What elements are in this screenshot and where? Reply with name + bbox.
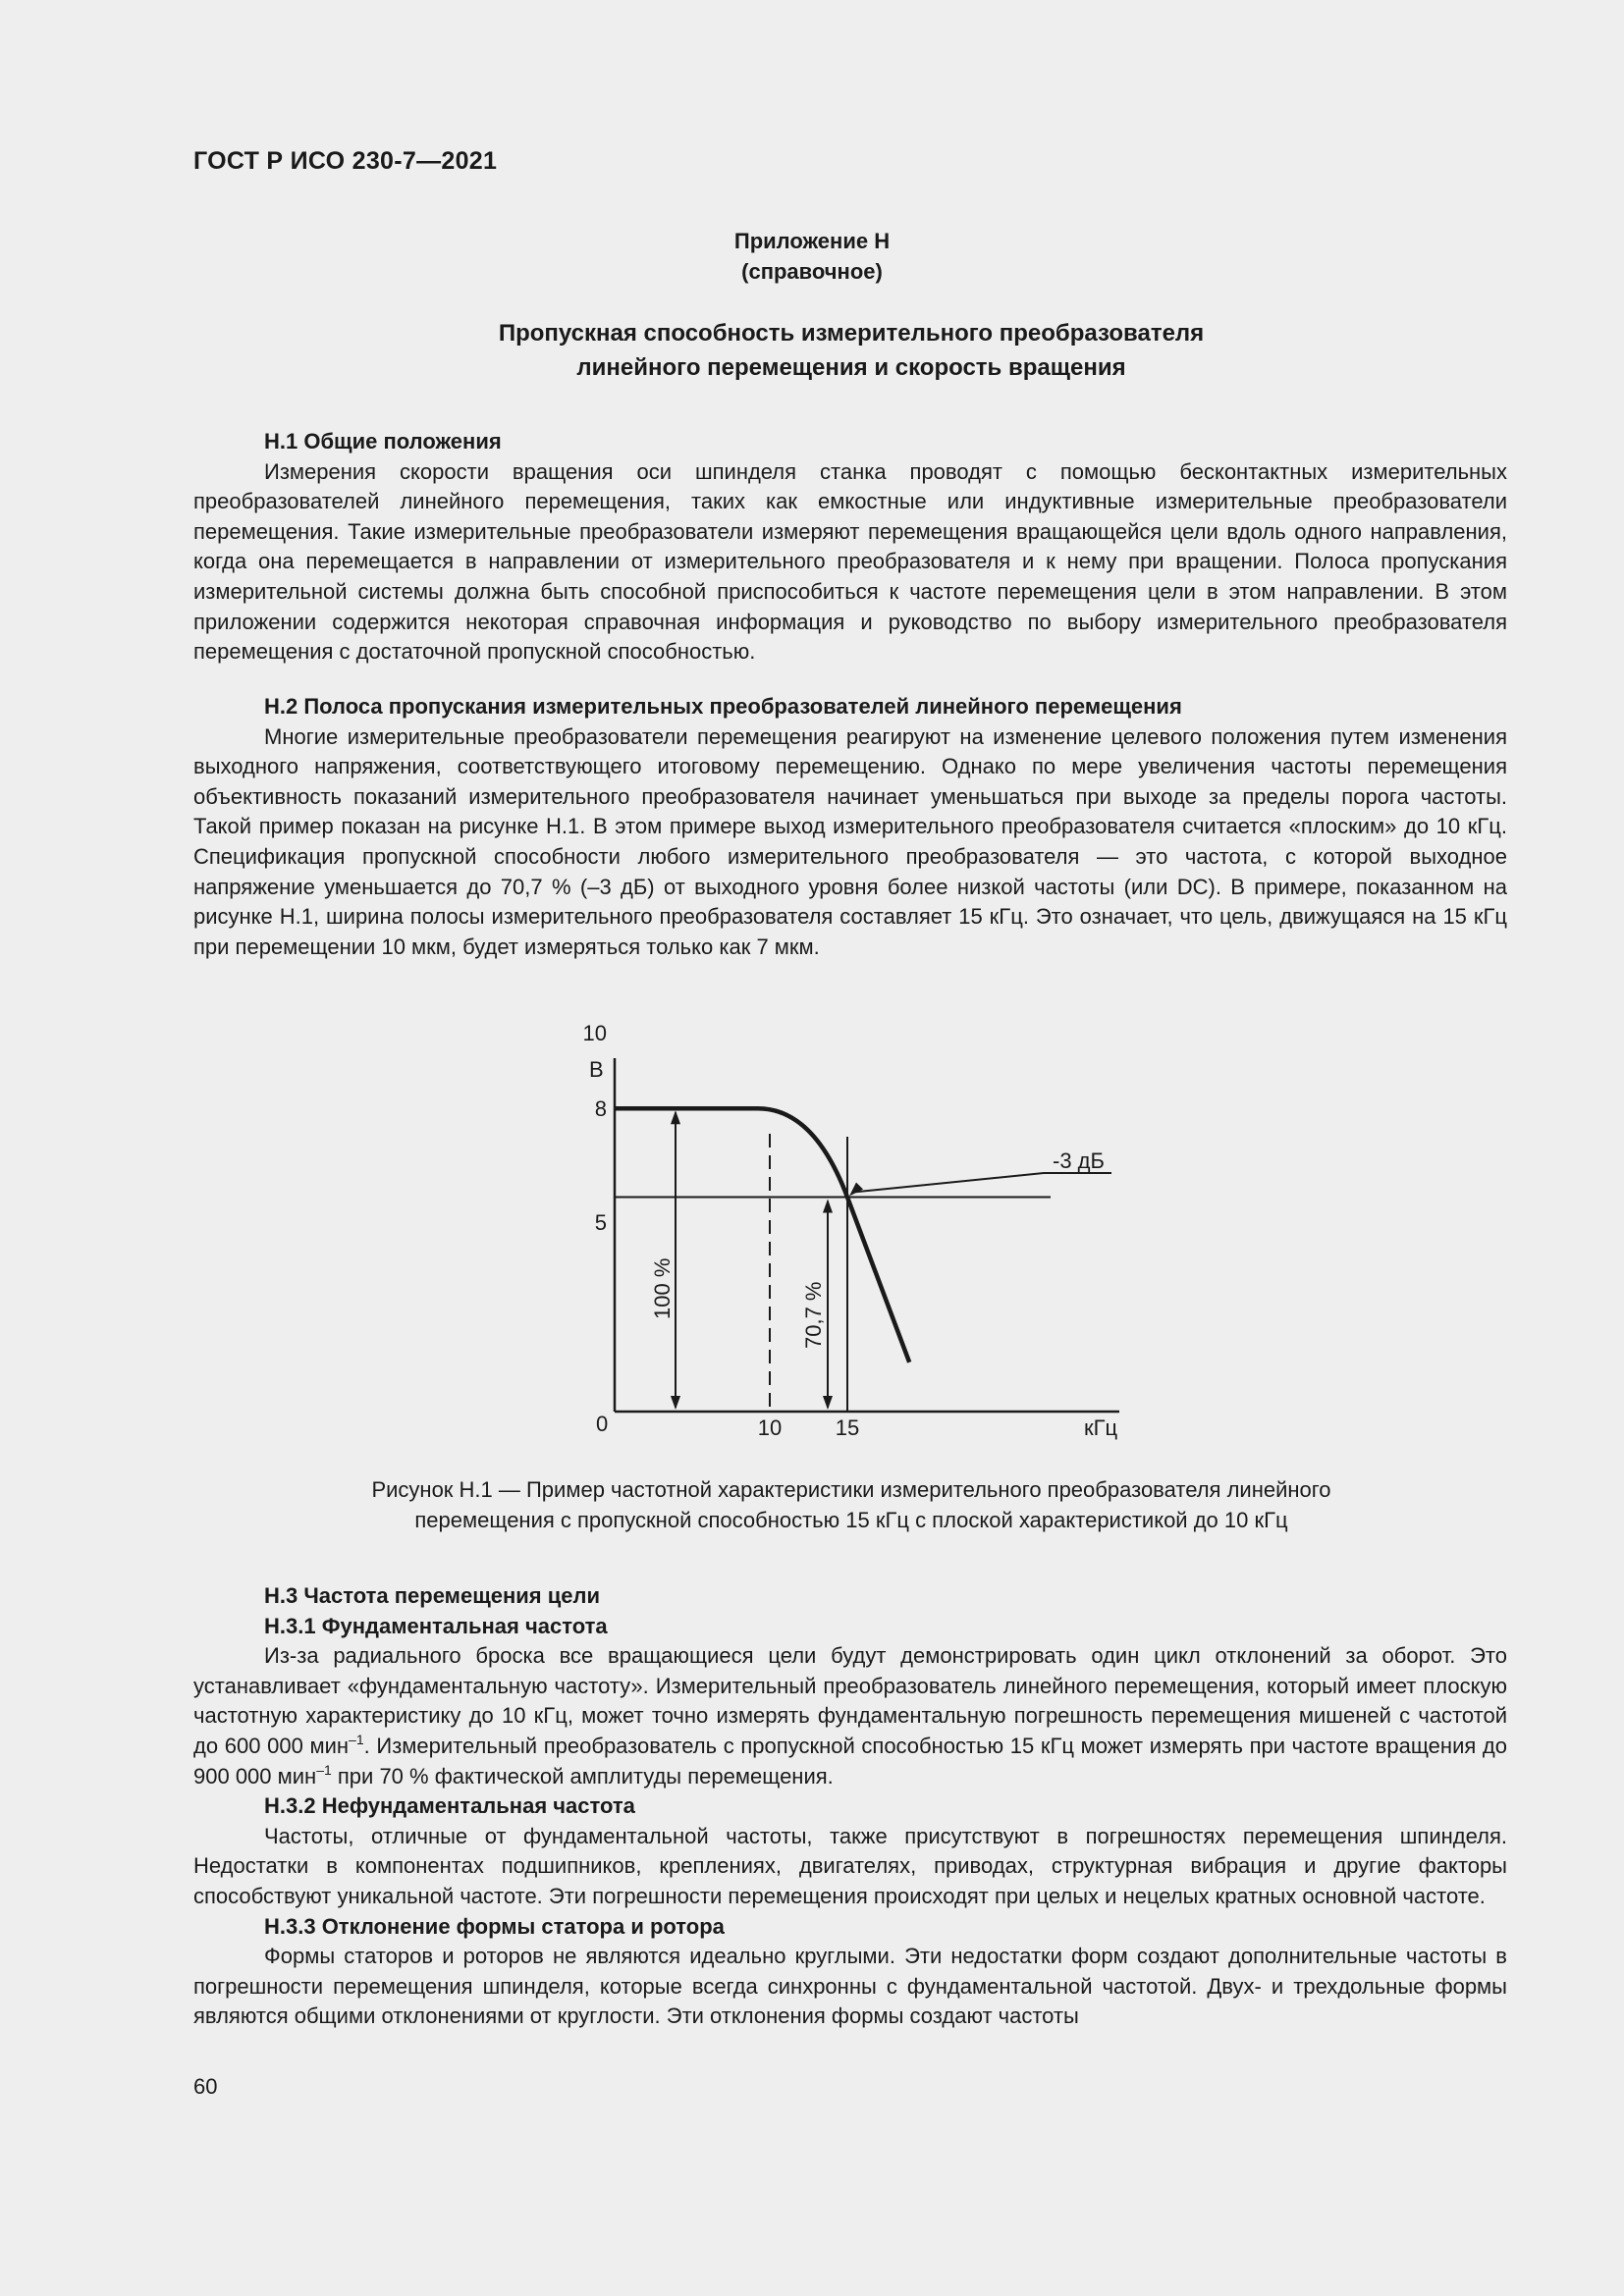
y-tick-label-8: 8	[594, 1096, 607, 1122]
caption-line-1: Рисунок Н.1 — Пример частотной характеристики измерительного преобразователя линейного	[371, 1477, 1331, 1502]
arrowhead-70-top	[823, 1200, 833, 1213]
section-h3-3-paragraph: Формы статоров и роторов не являются идеально круглыми. Эти недостатки форм создают дополнительные частоты в погрешности перемещения шпинделя, которые всегда синхронны с фундаментальной частотой. Двух- и трехдольные формы являются общими отклонениями от круглости. Эти отклонения формы создают частоты	[193, 1944, 1507, 2029]
label-70-percent: 70,7 %	[801, 1281, 826, 1349]
db-leader-arrowhead	[849, 1183, 863, 1197]
origin-label: 0	[596, 1412, 609, 1436]
arrowhead-100-bottom	[671, 1396, 680, 1410]
document-header: ГОСТ Р ИСО 230-7—2021	[193, 147, 498, 175]
title-line-1: Пропускная способность измерительного преобразователя	[498, 320, 1205, 347]
x-axis-label: кГц	[1084, 1415, 1118, 1440]
label-minus-3db: -3 дБ	[1053, 1148, 1105, 1173]
section-h3	[193, 1581, 1507, 2032]
h3-1-text-b: . Измерительный преобразователь с пропускной способностью 15 кГц может измерять при частоте вращения до 900 000 мин	[193, 1733, 1508, 1789]
label-100-percent: 100 %	[650, 1257, 675, 1319]
section-h2-paragraph: Многие измерительные преобразователи перемещения реагируют на изменение целевого положения путем изменения выходного напряжения, соответствующего итоговому перемещению. Однако по мере увеличения частоты перемещения объективность показаний измерительного преобразователя начинает уменьшаться при выходе за пределы порога частоты. Такой пример показан на рисунке Н.1. В этом примере выход измерительного преобразователя считается «плоским» до 10 кГц. Спецификация пропускной способности любого измерительного преобразователя — это частота, с которой выходное напряжение уменьшается до 70,7 % (–3 дБ) от выходного уровня более низкой частоты (или DC). В примере, показанном на рисунке Н.1, ширина полосы измерительного преобразователя составляет 15 кГц. Это означает, что цель, движущаяся на 15 кГц при перемещении 10 мкм, будет измеряться только как 7 мкм.	[193, 723, 1507, 959]
response-curve	[615, 1108, 909, 1362]
section-h2-heading: Н.2 Полоса пропускания измерительных преобразователей линейного перемещения	[264, 694, 1182, 719]
section-h3-2-paragraph: Частоты, отличные от фундаментальной частоты, также присутствуют в погрешностях перемещения шпинделя. Недостатки в компонентах подшипников, креплениях, двигателях, приводах, структурная вибрация и другие факторы способствуют уникальной частоте. Эти погрешности перемещения происходят при целых и нецелых кратных основной частоте.	[193, 1823, 1507, 1908]
section-h3-3-heading: Н.3.3 Отклонение формы статора и ротора	[264, 1913, 725, 1939]
y-axis-label: В	[589, 1057, 604, 1082]
section-h3-1-paragraph	[193, 1641, 1507, 1791]
h3-1-text-c: при 70 % фактической амплитуды перемещения.	[331, 1763, 834, 1789]
section-h3-2-heading: Н.3.2 Нефундаментальная частота	[264, 1793, 635, 1819]
db-leader-line	[853, 1173, 1111, 1193]
section-h1-paragraph: Измерения скорости вращения оси шпинделя станка проводят с помощью бесконтактных измерительных преобразователей линейного перемещения, таких как емкостные или индуктивные измерительные преобразователи перемещения. Такие измерительные преобразователи измеряют перемещения вращающейся цели вдоль одного направления, когда она перемещается в направлении от измерительного преобразователя и к нему при вращении. Полоса пропускания измерительной системы должна быть способной приспособиться к частоте перемещения цели в этом направлении. В этом приложении содержится некоторая справочная информация и руководство по выбору измерительного преобразователя перемещения с достаточной пропускной способностью.	[193, 458, 1507, 665]
title-line-2: линейного перемещения и скорость вращения	[576, 354, 1126, 381]
appendix-label: Приложение Н	[733, 229, 891, 253]
page-number: 60	[193, 2074, 218, 2099]
superscript-minus-one: –1	[349, 1731, 364, 1747]
h3-1-text-a: Из-за радиального броска все вращающиеся цели будут демонстрировать один цикл отклонений за оборот. Это устанавливает «фундаментальную частоту». Измерительный преобразователь линейного перемещения, который имеет плоскую частотную характеристику до 10 кГц, может точно измерять фундаментальную погрешность перемещения мишеней с частотой до 600 000 мин	[193, 1643, 1507, 1758]
y-tick-label-5: 5	[594, 1210, 607, 1235]
arrowhead-100-top	[671, 1110, 680, 1124]
caption-line-2: перемещения с пропускной способностью 15 кГц с плоской характеристикой до 10 кГц	[414, 1507, 1288, 1532]
section-h1-heading: Н.1 Общие положения	[264, 429, 502, 454]
y-tick-label-10: 10	[582, 1021, 607, 1045]
x-tick-label-15: 15	[835, 1415, 860, 1440]
section-h3-heading: Н.3 Частота перемещения цели	[264, 1583, 601, 1608]
appendix-type: (справочное)	[741, 259, 883, 284]
section-h3-1-heading: Н.3.1 Фундаментальная частота	[264, 1613, 608, 1638]
figure-caption	[0, 1475, 1624, 1535]
superscript-minus-one-2: –1	[316, 1761, 332, 1778]
arrowhead-70-bottom	[823, 1396, 833, 1410]
x-tick-label-10: 10	[757, 1415, 783, 1440]
